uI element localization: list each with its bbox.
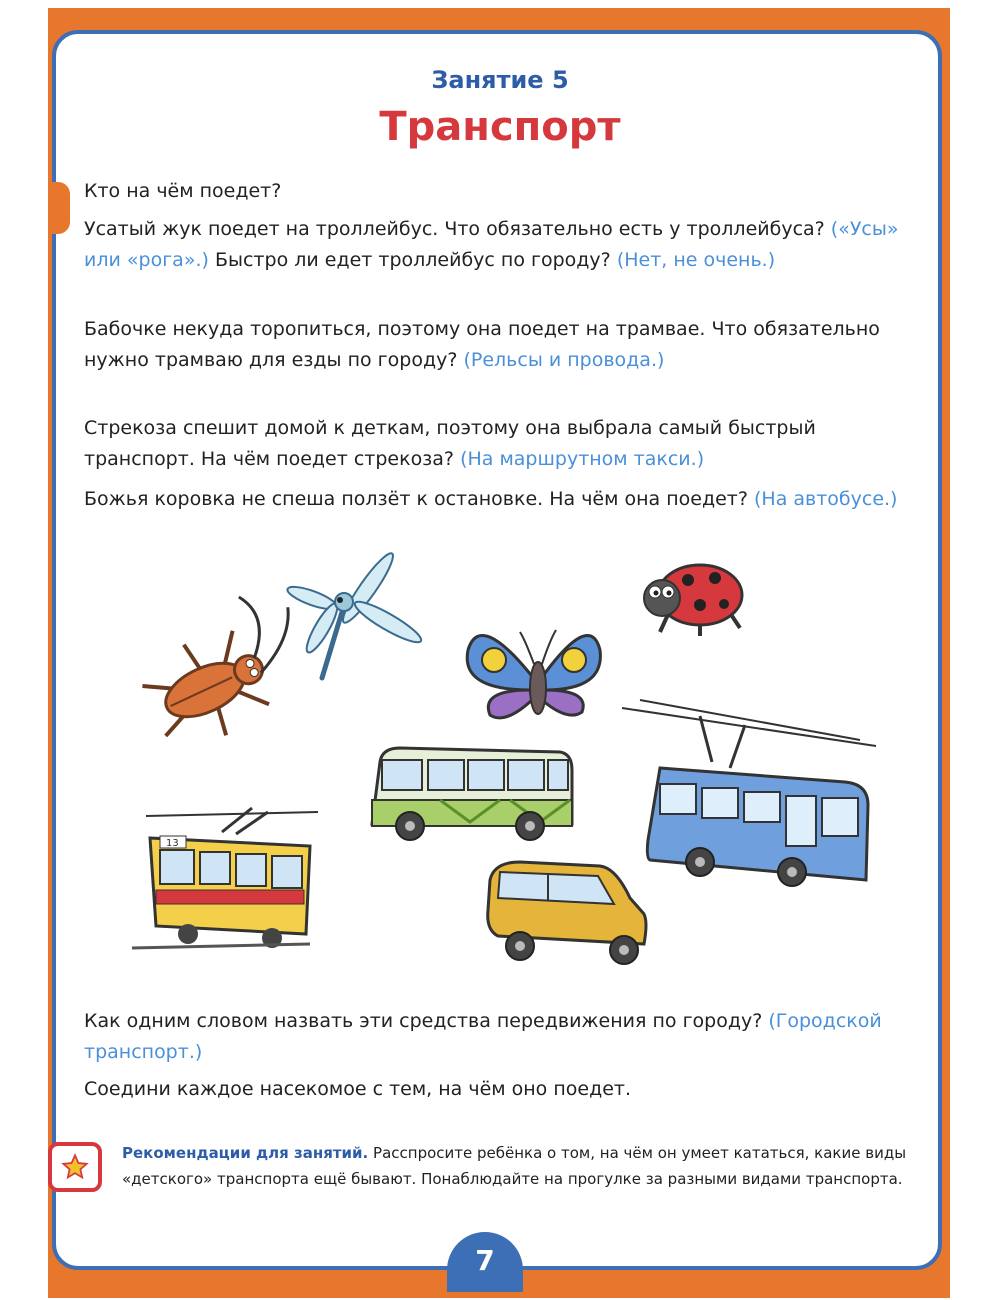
- question-text: Соедини каждое насекомое с тем, на чём оно поедет.: [84, 1078, 632, 1100]
- dragonfly-illustration: [285, 549, 425, 678]
- recommendation-text: Расспросите ребёнка о том, на чём он умеет кататься, какие виды «детского» транспорта ещё бывают. Понаблюдайте на прогулке за разными видами транспорта.: [122, 1144, 907, 1188]
- answer-text: (Городской транспорт.): [84, 1010, 882, 1063]
- answer-text: (Нет, не очень.): [616, 249, 776, 271]
- answer-text: (Рельсы и провода.): [463, 349, 665, 371]
- question-text: Быстро ли едет троллейбус по городу?: [214, 249, 611, 271]
- recommendation-label: Рекомендации для занятий.: [122, 1144, 369, 1162]
- beetle-illustration: [126, 580, 326, 758]
- bus-illustration: [372, 748, 572, 840]
- tram-illustration: [132, 808, 318, 948]
- question-text: Как одним словом назвать эти средства передвижения по городу?: [84, 1010, 763, 1032]
- question-text: Бабочке некуда торопиться, поэтому она поедет на трамвае. Что обязательно нужно трамваю для езды по городу?: [84, 318, 880, 371]
- question-text: Божья коровка не спеша ползёт к остановке. На чём она поедет?: [84, 488, 748, 510]
- answer-text: («Усы» или «рога».): [84, 218, 899, 271]
- answer-text: (На маршрутном такси.): [460, 448, 705, 470]
- star-icon: [48, 1142, 102, 1192]
- question-text: Кто на чём поедет?: [84, 180, 282, 202]
- page-number: 7: [447, 1232, 523, 1292]
- lesson-label: Занятие 5: [431, 66, 569, 94]
- ladybug-illustration: [644, 565, 742, 636]
- recommendation: [122, 1140, 912, 1192]
- tram-route-sign: 13: [166, 838, 179, 849]
- question-connect: [84, 1074, 904, 1105]
- question-text: Усатый жук поедет на троллейбус. Что обязательно есть у троллейбуса?: [84, 218, 825, 240]
- question-text: Стрекоза спешит домой к деткам, поэтому она выбрала самый быстрый транспорт. На чём поедет стрекоза?: [84, 417, 816, 470]
- page-title: Транспорт: [379, 104, 621, 150]
- answer-text: (На автобусе.): [754, 488, 898, 510]
- minibus-illustration: [488, 862, 646, 964]
- butterfly-illustration: [467, 630, 600, 718]
- question-summary: [84, 1006, 904, 1068]
- trolleybus-illustration: [622, 700, 876, 886]
